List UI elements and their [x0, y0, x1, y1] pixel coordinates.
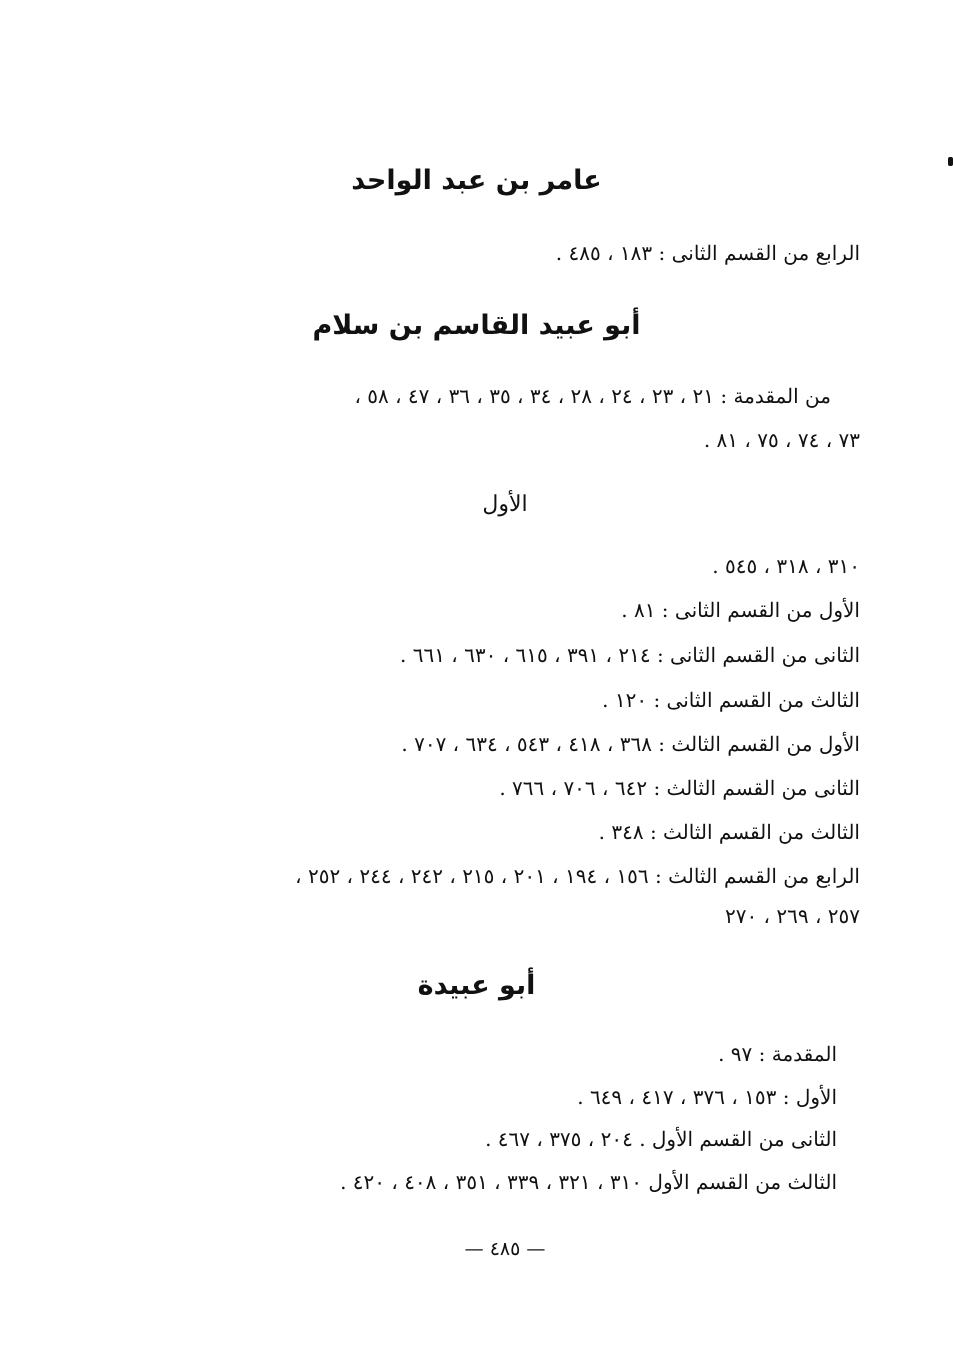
index-line — [340, 1167, 837, 1197]
index-label: من المقدمة : — [720, 384, 831, 408]
index-line — [499, 773, 860, 803]
section-heading: أبو عبيد القاسم بن سلام — [312, 310, 641, 341]
index-label: الثانى من القسم الأول . — [639, 1127, 837, 1151]
index-label: الثالث من القسم الثانى : — [653, 688, 860, 712]
index-line — [599, 817, 860, 847]
page-refs: ٦٤٢ ، ٧٠٦ ، ٧٦٦ . — [499, 776, 648, 800]
index-label: الثالث من القسم الأول — [648, 1170, 837, 1194]
page-refs: ٣١٠ ، ٣٢١ ، ٣٣٩ ، ٣٥١ ، ٤٠٨ ، ٤٢٠ . — [340, 1170, 643, 1194]
index-line — [354, 381, 831, 411]
page-refs: ١٨٣ ، ٤٨٥ . — [555, 241, 653, 265]
section-subheading: الأول — [482, 492, 528, 517]
page-refs: ١٥٣ ، ٣٧٦ ، ٤١٧ ، ٦٤٩ . — [577, 1085, 777, 1109]
index-label: المقدمة : — [758, 1042, 837, 1066]
page-refs: ١٥٦ ، ١٩٤ ، ٢٠١ ، ٢١٥ ، ٢٤٢ ، ٢٤٤ ، ٢٥٢ ، — [295, 864, 649, 888]
index-line — [485, 1124, 837, 1154]
section-heading: عامر بن عبد الواحد — [351, 165, 602, 196]
page-number: — ٤٨٥ — — [464, 1238, 546, 1260]
index-label: الثانى من القسم الثانى : — [656, 643, 860, 667]
page-refs: ٣٤٨ . — [598, 820, 644, 844]
page-refs: ٢١ ، ٢٣ ، ٢٤ ، ٢٨ ، ٣٤ ، ٣٥ ، ٣٦ ، ٤٧ ، ٥٨ ، — [354, 384, 714, 408]
page-refs: ١٢٠ . — [602, 688, 648, 712]
index-label: الرابع من القسم الثانى : — [658, 241, 860, 265]
index-line — [556, 238, 860, 268]
page-refs: ٣٦٨ ، ٤١٨ ، ٥٤٣ ، ٦٣٤ ، ٧٠٧ . — [401, 732, 652, 756]
index-label: الثالث من القسم الثالث : — [649, 820, 860, 844]
index-line — [401, 729, 860, 759]
page-refs: ٩٧ . — [718, 1042, 753, 1066]
index-label: الرابع من القسم الثالث : — [655, 864, 860, 888]
index-line — [295, 861, 860, 891]
index-line — [577, 1082, 837, 1112]
index-line — [725, 901, 860, 931]
index-line — [712, 551, 860, 581]
page-refs: ٣١٠ ، ٣١٨ ، ٥٤٥ . — [712, 554, 860, 578]
section-heading: أبو عبيدة — [417, 970, 536, 1001]
page-refs: ٢٠٤ ، ٣٧٥ ، ٤٦٧ . — [485, 1127, 633, 1151]
index-line — [602, 685, 860, 715]
index-line — [704, 425, 860, 455]
index-label: الثانى من القسم الثالث : — [653, 776, 860, 800]
page-refs: ٢٥٧ ، ٢٦٩ ، ٢٧٠ — [724, 904, 860, 928]
index-label: الأول من القسم الثالث : — [658, 732, 860, 756]
index-label: الأول : — [782, 1085, 837, 1109]
index-line — [718, 1039, 837, 1069]
page-refs: ٧٣ ، ٧٤ ، ٧٥ ، ٨١ . — [703, 428, 860, 452]
index-line — [621, 595, 860, 625]
page-refs: ٢١٤ ، ٣٩١ ، ٦١٥ ، ٦٣٠ ، ٦٦١ . — [400, 643, 651, 667]
scan-mark — [948, 157, 953, 166]
index-line — [400, 640, 860, 670]
page-refs: ٨١ . — [621, 598, 656, 622]
index-label: الأول من القسم الثانى : — [661, 598, 860, 622]
